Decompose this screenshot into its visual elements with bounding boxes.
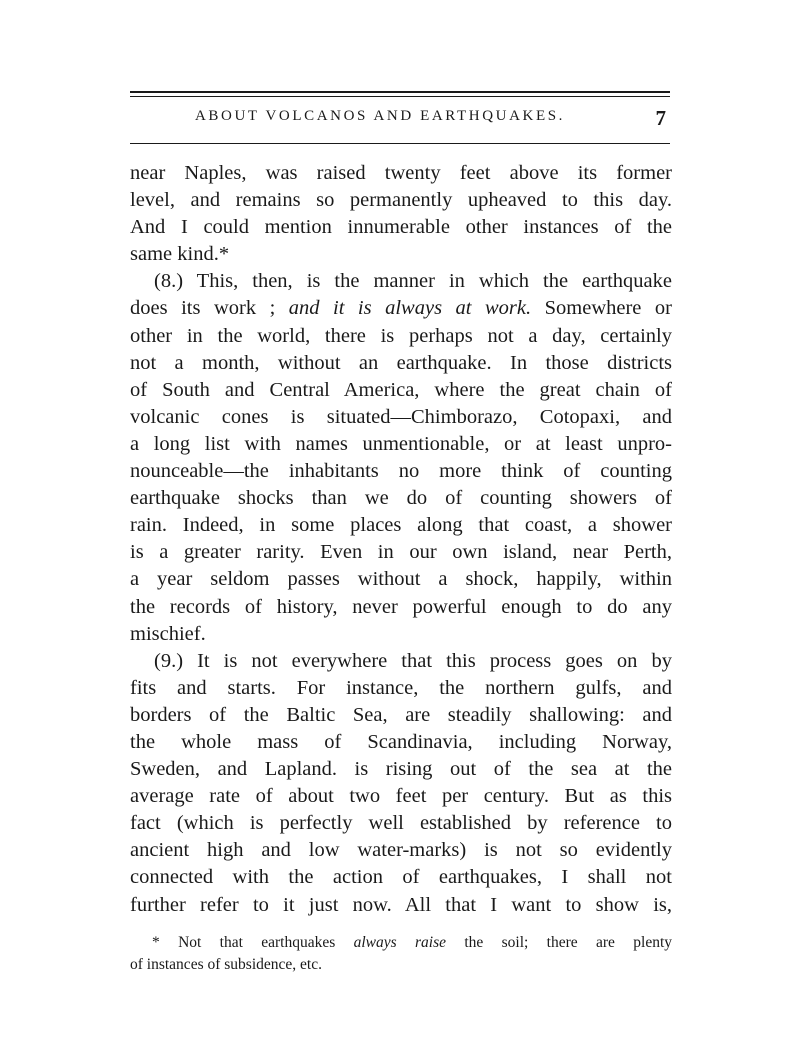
text-line: the whole mass of Scandinavia, including Norway, xyxy=(130,730,672,753)
text-line: a long list with names unmentionable, or at least unpro- xyxy=(130,432,672,455)
text-segment: * Not that earthquakes xyxy=(152,934,354,951)
header-rule-top-thin xyxy=(130,96,670,97)
text-line: fact (which is perfectly well established by reference to xyxy=(130,812,672,835)
running-title: ABOUT VOLCANOS AND EARTHQUAKES. xyxy=(195,108,565,124)
running-head xyxy=(130,106,670,132)
body-text xyxy=(130,160,672,919)
text-line: rain. Indeed, in some places along that coast, a shower xyxy=(130,514,672,537)
text-line: other in the world, there is perhaps not a day, certainly xyxy=(130,324,672,347)
text-line: is a greater rarity. Even in our own island, near Perth, xyxy=(130,541,672,564)
text-line: connected with the action of earthquakes, I shall not xyxy=(130,866,672,889)
text-segment: Somewhere or xyxy=(531,297,672,320)
text-line: nounceable—the inhabitants no more think of counting xyxy=(130,460,672,483)
italic-emphasis: and it is always at work. xyxy=(288,297,532,320)
text-line: mischief. xyxy=(130,622,206,645)
text-line: fits and starts. For instance, the northern gulfs, and xyxy=(130,676,672,699)
paragraph-9-start: (9.) It is not everywhere that this process goes on by xyxy=(154,649,672,672)
text-line xyxy=(130,295,672,322)
text-line: same kind.* xyxy=(130,243,230,266)
text-line: a year seldom passes without a shock, happily, within xyxy=(130,568,672,591)
footnote-line xyxy=(130,932,672,954)
text-line: not a month, without an earthquake. In those districts xyxy=(130,351,672,374)
paragraph-8-start: (8.) This, then, is the manner in which the earthquake xyxy=(154,270,672,293)
text-line: ancient high and low water-marks) is not so evidently xyxy=(130,839,672,862)
text-line: level, and remains so permanently upheaved to this day. xyxy=(130,189,672,212)
text-line: the records of history, never powerful enough to do any xyxy=(130,595,672,618)
text-line: further refer to it just now. All that I want to show is, xyxy=(130,893,672,916)
text-line: of South and Central America, where the great chain of xyxy=(130,378,672,401)
text-line: volcanic cones is situated—Chimborazo, Cotopaxi, and xyxy=(130,405,672,428)
footnote-line: of instances of subsidence, etc. xyxy=(130,956,322,973)
page-number: 7 xyxy=(655,106,666,130)
text-line: And I could mention innumerable other instances of the xyxy=(130,216,672,239)
header-rule-bottom xyxy=(130,143,670,144)
text-segment: does its work ; xyxy=(130,297,289,320)
footnote xyxy=(130,932,672,976)
text-line: Sweden, and Lapland. is rising out of the sea at the xyxy=(130,758,672,781)
text-line: average rate of about two feet per century. But as this xyxy=(130,785,672,808)
text-line: earthquake shocks than we do of counting showers of xyxy=(130,487,672,510)
italic-emphasis: always raise xyxy=(353,934,447,951)
header-rule-top xyxy=(130,91,670,93)
text-segment: the soil; there are plenty xyxy=(446,934,673,951)
text-line: borders of the Baltic Sea, are steadily shallowing: and xyxy=(130,703,672,726)
text-line: near Naples, was raised twenty feet above its former xyxy=(130,162,672,184)
